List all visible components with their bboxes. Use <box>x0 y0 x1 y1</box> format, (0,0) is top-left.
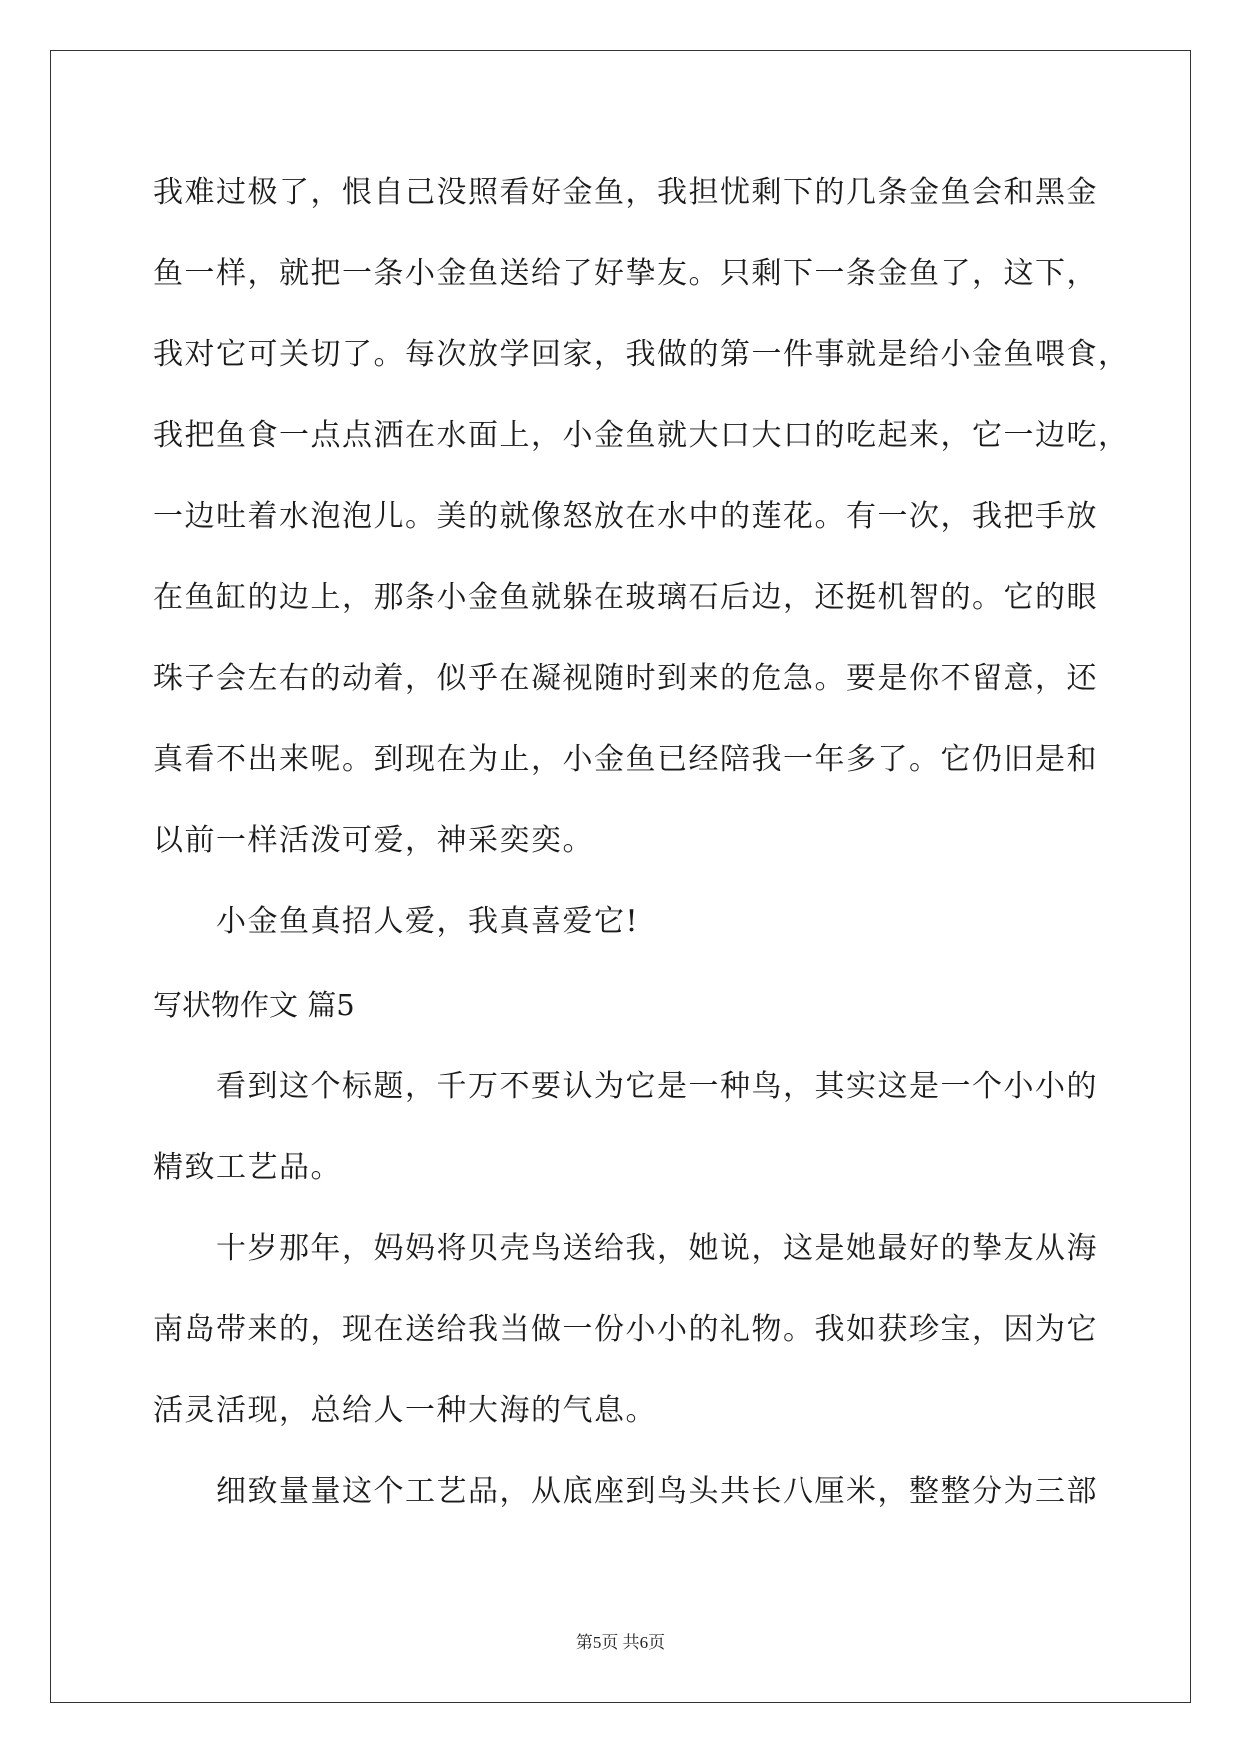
text-line: 我把鱼食一点点洒在水面上，小金鱼就大口大口的吃起来，它一边吃， <box>153 418 1130 453</box>
section-heading: 写状物作文 篇5 <box>153 988 355 1022</box>
text-line: 鱼一样，就把一条小金鱼送给了好挚友。只剩下一条金鱼了，这下， <box>153 256 1098 291</box>
text-line: 真看不出来呢。到现在为止，小金鱼已经陪我一年多了。它仍旧是和 <box>153 742 1098 777</box>
text-line: 看到这个标题，千万不要认为它是一种鸟，其实这是一个小小的 <box>216 1069 1098 1104</box>
text-line: 珠子会左右的动着，似乎在凝视随时到来的危急。要是你不留意，还 <box>153 661 1098 696</box>
text-line: 细致量量这个工艺品，从底座到鸟头共长八厘米，整整分为三部 <box>216 1474 1098 1509</box>
paragraph <box>153 1054 1098 1216</box>
text-line: 精致工艺品。 <box>153 1150 342 1185</box>
paragraph <box>153 160 1130 889</box>
text-line: 我对它可关切了。每次放学回家，我做的第一件事就是给小金鱼喂食， <box>153 337 1130 372</box>
text-line: 我难过极了，恨自己没照看好金鱼，我担忧剩下的几条金鱼会和黑金 <box>153 175 1098 210</box>
paragraph <box>153 889 1093 970</box>
paragraph <box>153 1216 1098 1459</box>
text-line: 小金鱼真招人爱，我真喜爱它! <box>216 904 640 939</box>
text-line: 一边吐着水泡泡儿。美的就像怒放在水中的莲花。有一次，我把手放 <box>153 499 1098 534</box>
text-line: 以前一样活泼可爱，神采奕奕。 <box>153 823 594 858</box>
text-line: 在鱼缸的边上，那条小金鱼就躲在玻璃石后边，还挺机智的。它的眼 <box>153 580 1098 615</box>
page-number-footer: 第5页 共6页 <box>575 1633 666 1652</box>
text-line: 南岛带来的，现在送给我当做一份小小的礼物。我如获珍宝，因为它 <box>153 1312 1098 1347</box>
paragraph <box>153 1459 1098 1540</box>
text-line: 十岁那年，妈妈将贝壳鸟送给我，她说，这是她最好的挚友从海 <box>216 1231 1098 1266</box>
text-line: 活灵活现，总给人一种大海的气息。 <box>153 1393 657 1428</box>
spacer <box>153 1034 1093 1054</box>
document-body <box>153 160 1130 1540</box>
